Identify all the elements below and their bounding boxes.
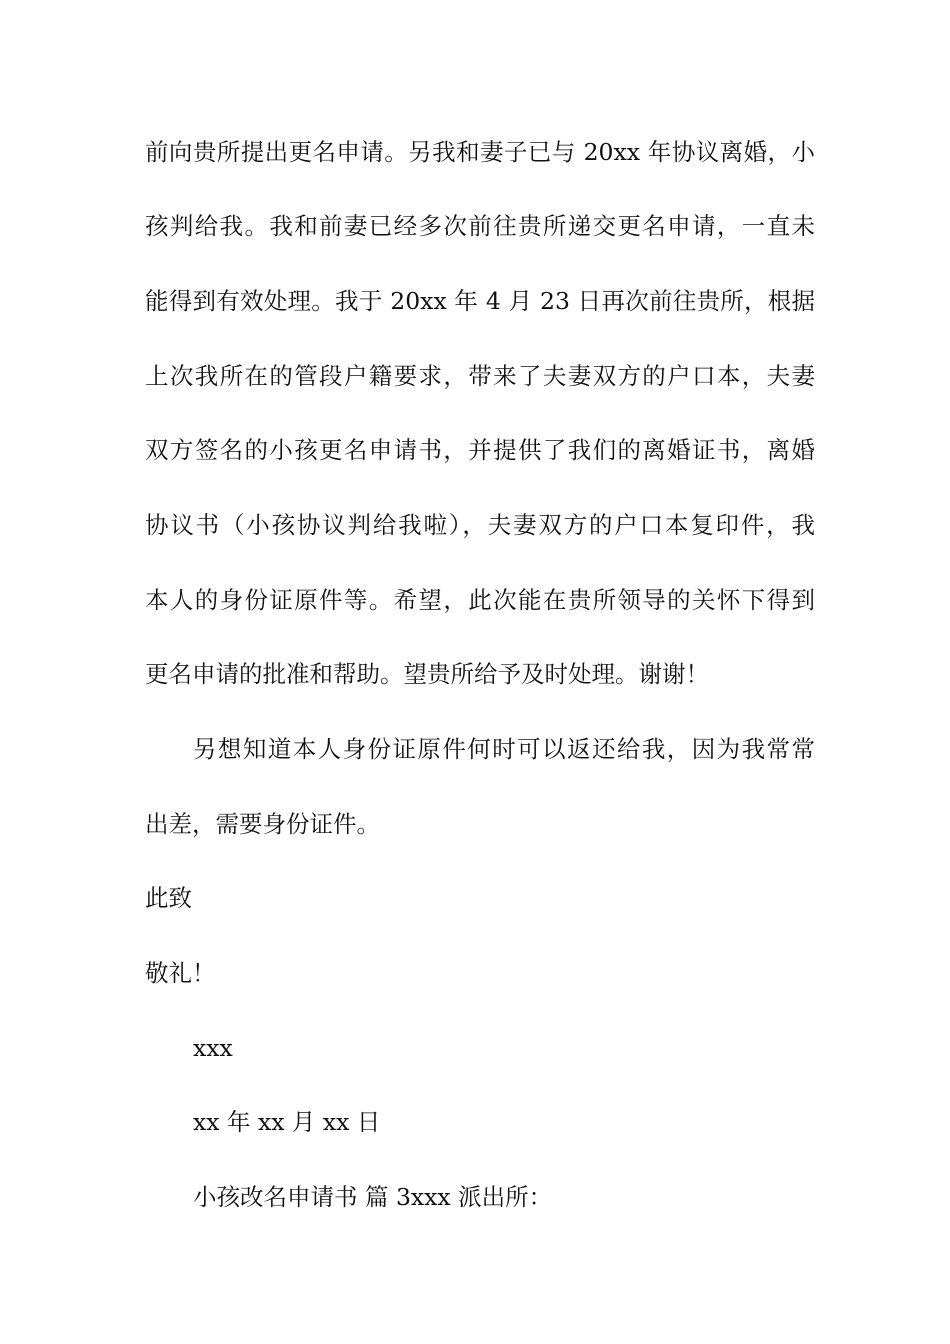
body-line-5: 双方签名的小孩更名申请书，并提供了我们的离婚证书，离婚 — [145, 436, 815, 464]
body-line-3: 能得到有效处理。我于 20xx 年 4 月 23 日再次前往贵所，根据 — [145, 287, 815, 315]
body-line-6: 协议书（小孩协议判给我啦），夫妻双方的户口本复印件，我 — [145, 511, 815, 539]
body-line-2: 孩判给我。我和前妻已经多次前往贵所递交更名申请，一直未 — [145, 212, 815, 240]
extra-line-1: 另想知道本人身份证原件何时可以返还给我，因为我常常 — [193, 735, 815, 763]
signature-date: xx 年 xx 月 xx 日 — [193, 1108, 381, 1136]
body-line-1: 前向贵所提出更名申请。另我和妻子已与 20xx 年协议离婚，小 — [145, 138, 815, 166]
body-line-8: 更名申请的批准和帮助。望贵所给予及时处理。谢谢！ — [145, 660, 709, 688]
next-section-heading: 小孩改名申请书 篇 3xxx 派出所： — [193, 1183, 553, 1211]
signature-name: xxx — [193, 1034, 233, 1062]
body-line-4: 上次我所在的管段户籍要求，带来了夫妻双方的户口本，夫妻 — [145, 362, 815, 390]
salute-text: 敬礼！ — [145, 959, 216, 987]
extra-line-2: 出差，需要身份证件。 — [145, 810, 380, 838]
body-line-7: 本人的身份证原件等。希望，此次能在贵所领导的关怀下得到 — [145, 586, 815, 614]
closing-text: 此致 — [145, 884, 192, 912]
